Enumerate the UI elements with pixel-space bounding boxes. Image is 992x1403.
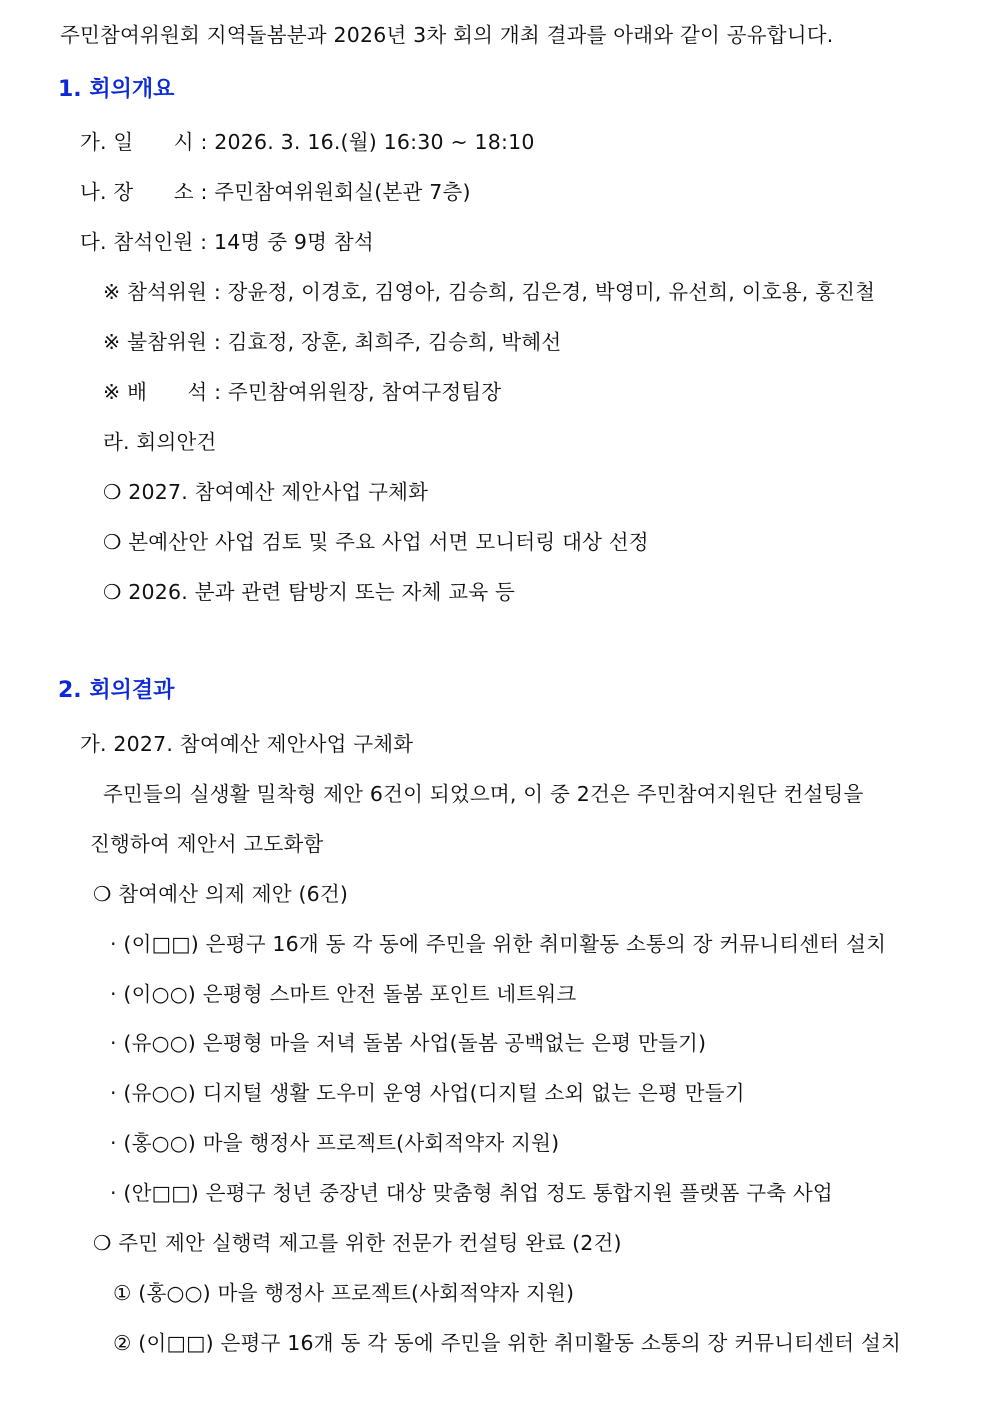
present-members: ※ 참석위원 : 장윤정, 이경호, 김영아, 김승희, 김은경, 박영미, 유선희, 이호용, 홍진철	[103, 280, 876, 304]
meeting-attendees: 다. 참석인원 : 14명 중 9명 참석	[80, 230, 374, 254]
intro-text: 주민참여위원회 지역돌봄분과 2026년 3차 회의 개최 결과를 아래와 같이 공유합니다.	[60, 23, 834, 47]
consult-title: ❍ 주민 제안 실행력 제고를 위한 전문가 컨설팅 완료 (2건)	[93, 1231, 622, 1255]
meeting-datetime: 가. 일 시 : 2026. 3. 16.(월) 16:30 ~ 18:10	[80, 130, 535, 154]
section1-title: 1. 회의개요	[58, 77, 175, 102]
proposal-item: · (안□□) 은평구 청년 중장년 대상 맞춤형 취업 정도 통합지원 플랫폼 구축 사업	[110, 1181, 833, 1205]
result-paragraph-line1: 주민들의 실생활 밀착형 제안 6건이 되었으며, 이 중 2건은 주민참여지원단 컨설팅을	[103, 782, 864, 806]
section2-title: 2. 회의결과	[58, 678, 175, 703]
proposal-item: · (이□□) 은평구 16개 동 각 동에 주민을 위한 취미활동 소통의 장 커뮤니티센터 설치	[110, 932, 887, 956]
observers: ※ 배 석 : 주민참여위원장, 참여구정팀장	[103, 380, 502, 404]
agenda-item: ❍ 본예산안 사업 검토 및 주요 사업 서면 모니터링 대상 선정	[103, 530, 649, 554]
agenda-label: 라. 회의안건	[103, 430, 217, 454]
proposal-item: · (홍○○) 마을 행정사 프로젝트(사회적약자 지원)	[110, 1131, 560, 1155]
agenda-item: ❍ 2026. 분과 관련 탐방지 또는 자체 교육 등	[103, 580, 516, 604]
agenda-item: ❍ 2027. 참여예산 제안사업 구체화	[103, 480, 429, 504]
result-paragraph-line2: 진행하여 제안서 고도화함	[90, 832, 324, 856]
consult-item: ① (홍○○) 마을 행정사 프로젝트(사회적약자 지원)	[113, 1281, 575, 1305]
absent-members: ※ 불참위원 : 김효정, 장훈, 최희주, 김승희, 박혜선	[103, 330, 562, 354]
proposals-title: ❍ 참여예산 의제 제안 (6건)	[93, 882, 349, 906]
consult-item: ② (이□□) 은평구 16개 동 각 동에 주민을 위한 취미활동 소통의 장 커뮤니티센터 설치	[113, 1331, 901, 1355]
meeting-place: 나. 장 소 : 주민참여위원회실(본관 7층)	[80, 180, 471, 204]
proposal-item: · (이○○) 은평형 스마트 안전 돌봄 포인트 네트워크	[110, 982, 577, 1006]
proposal-item: · (유○○) 은평형 마을 저녁 돌봄 사업(돌봄 공백없는 은평 만들기)	[110, 1031, 707, 1055]
result-subheading: 가. 2027. 참여예산 제안사업 구체화	[80, 732, 414, 756]
proposal-item: · (유○○) 디지털 생활 도우미 운영 사업(디지털 소외 없는 은평 만들기	[110, 1081, 745, 1105]
